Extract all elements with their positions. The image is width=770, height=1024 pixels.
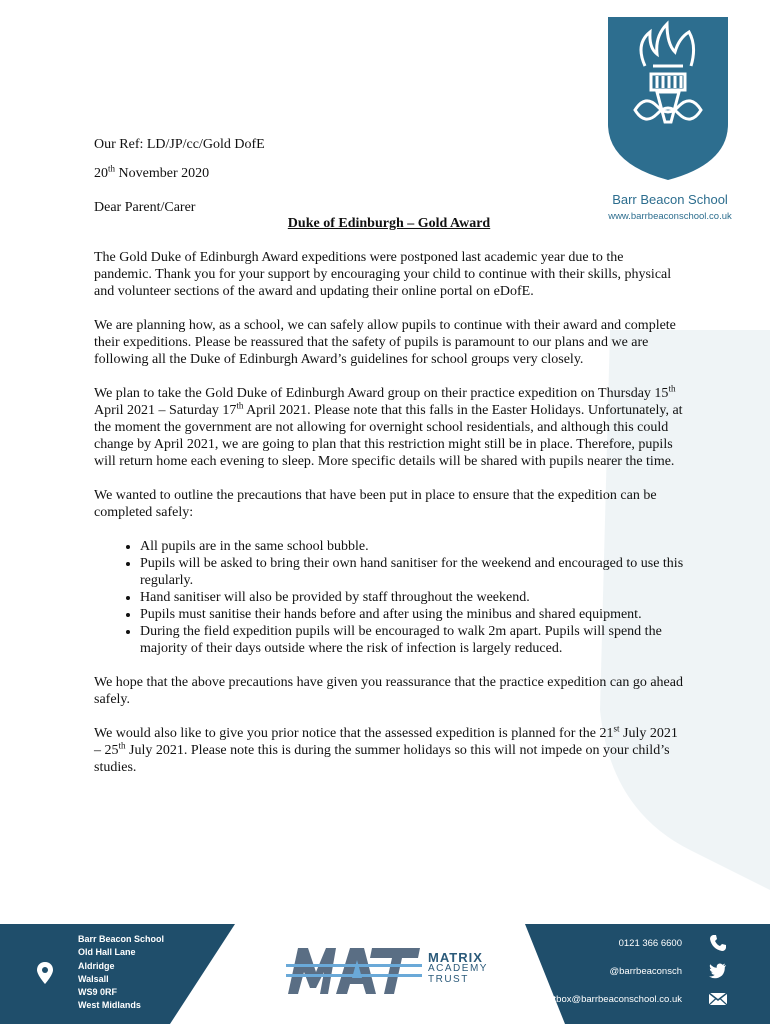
precautions-list	[94, 538, 684, 657]
paragraph-4: We wanted to outline the precautions that have been put in place to ensure that the expedition can be completed safely:	[94, 488, 657, 520]
footer-twitter[interactable]: @barrbeaconsch	[609, 966, 682, 977]
footer-email[interactable]: postbox@barrbeaconschool.co.uk	[538, 994, 682, 1005]
location-pin-icon	[37, 962, 53, 984]
footer-banner	[0, 924, 770, 1024]
paragraph-5: We hope that the above precautions have given you reassurance that the practice expedition can go ahead safely.	[94, 675, 683, 707]
paragraph-1: The Gold Duke of Edinburgh Award expeditions were postponed last academic year due to the pandemic. Thank you for your support by encouraging your child to continue with their skills, physical and volunteer sections of the award and updating their online portal on eDofE.	[94, 250, 672, 299]
list-item: • Pupils will be asked to bring their own hand sanitiser for the weekend and encouraged to use this regularly.	[140, 555, 684, 589]
salutation: Dear Parent/Carer	[94, 200, 196, 215]
list-item: • Pupils must sanitise their hands before and after using the minibus and shared equipment.	[140, 606, 684, 623]
letter-subject: Duke of Edinburgh – Gold Award	[287, 216, 491, 231]
letter-reference: Our Ref: LD/JP/cc/Gold DofE	[94, 137, 265, 152]
twitter-icon	[709, 963, 727, 979]
letter-body	[94, 249, 684, 793]
mat-logo	[286, 938, 422, 998]
list-item: • During the field expedition pupils will be encouraged to walk 2m apart. Pupils will spend the majority of their days outside where the risk of infection is largely reduced.	[140, 623, 684, 657]
trust-name: MATRIX ACADEMY TRUST	[428, 950, 488, 985]
phone-icon	[709, 934, 727, 952]
email-icon	[709, 993, 727, 1005]
footer-address: Barr Beacon School Old Hall Lane Aldridge Walsall WS9 0RF West Midlands	[78, 934, 165, 1011]
letter-date: 20th November 2020	[94, 163, 210, 181]
paragraph-6: We would also like to give you prior notice that the assessed expedition is planned for the 21st July 2021 – 25th July 2021. Please note this is during the summer holidays so this will not impede on your child’s studies.	[94, 723, 678, 775]
school-name: Barr Beacon School	[612, 192, 728, 207]
paragraph-3: We plan to take the Gold Duke of Edinburgh Award group on their practice expedition on Thursday 15th April 2021 – Saturday 17th April 2021. Please note that this falls in the Easter Holidays. Unfortunately, at the moment the government are not allowing for overnight school residentials, and although this could change by April 2021, we are going to plan that this restriction might still be in place. Therefore, pupils will return home each evening to sleep. More specific details will be shared with pupils nearer the time.	[94, 383, 683, 469]
list-item: • Hand sanitiser will also be provided by staff throughout the weekend.	[140, 589, 684, 606]
paragraph-2: We are planning how, as a school, we can safely allow pupils to continue with their award and complete their expeditions. Please be reassured that the safety of pupils is paramount to our plans and we are following all the Duke of Edinburgh Award’s guidelines for school groups very closely.	[94, 318, 676, 367]
school-crest-logo	[605, 14, 731, 182]
footer-phone[interactable]: 0121 366 6600	[618, 938, 682, 949]
list-item: • All pupils are in the same school bubble.	[140, 538, 684, 555]
school-website[interactable]: www.barrbeaconschool.co.uk	[608, 211, 732, 222]
